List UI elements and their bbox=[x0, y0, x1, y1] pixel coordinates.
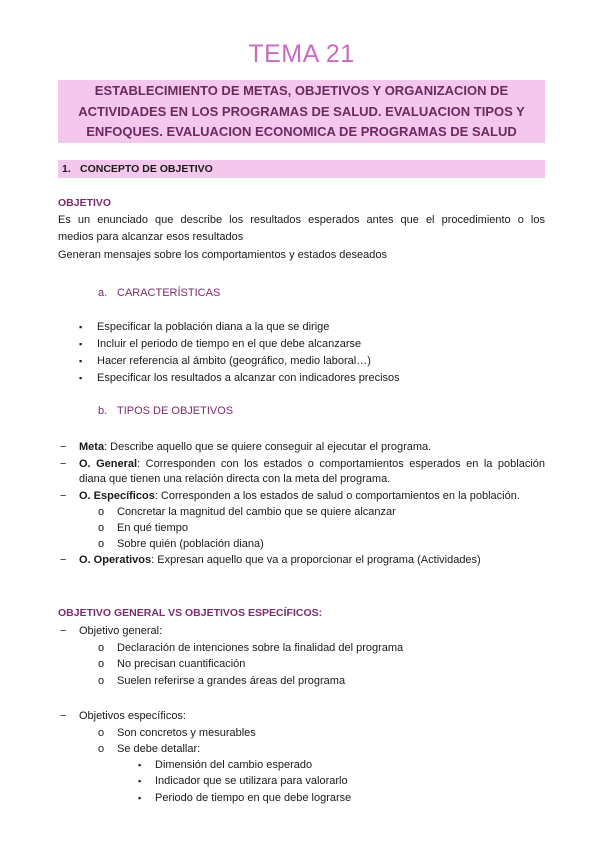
list-item: Declaración de intenciones sobre la finalidad del programa bbox=[117, 642, 404, 654]
section-title: CONCEPTO DE OBJETIVO bbox=[80, 163, 213, 175]
meta-item bbox=[79, 441, 431, 454]
circle-bullet-icon: o bbox=[98, 675, 105, 687]
objetivo-paragraph-line: Es un enunciado que describe los resultados esperados antes que el procedimiento o los bbox=[58, 214, 545, 226]
general-item-continuation: diana que tienen una relación directa con la meta del programa. bbox=[79, 473, 391, 485]
especificos-text: : Corresponden a los estados de salud o comportamientos en la población. bbox=[154, 490, 520, 502]
list-item: Suelen referirse a grandes áreas del programa bbox=[117, 675, 346, 687]
square-bullet-icon: ▪ bbox=[138, 760, 142, 770]
general-term: O. General bbox=[79, 458, 138, 470]
circle-bullet-icon: o bbox=[98, 642, 105, 654]
tipos-heading: TIPOS DE OBJETIVOS bbox=[117, 405, 234, 417]
list-item: Especificar la población diana a la que se dirige bbox=[97, 321, 330, 333]
operativos-text: : Expresan aquello que va a proporcionar el programa (Actividades) bbox=[151, 554, 481, 566]
circle-bullet-icon: o bbox=[98, 538, 105, 550]
square-bullet-icon: ▪ bbox=[138, 793, 142, 803]
list-item: Dimensión del cambio esperado bbox=[155, 759, 313, 771]
objetivo-paragraph-line: medios para alcanzar esos resultados bbox=[58, 231, 244, 243]
list-item: Incluir el periodo de tiempo en el que debe alcanzarse bbox=[97, 338, 362, 350]
list-item: Concretar la magnitud del cambio que se quiere alcanzar bbox=[117, 506, 396, 518]
list-item: Hacer referencia al ámbito (geográfico, medio laboral…) bbox=[97, 355, 371, 367]
meta-term: Meta bbox=[79, 441, 105, 453]
operativos-item bbox=[79, 554, 481, 567]
especificos-label: Objetivos específicos: bbox=[79, 710, 186, 722]
circle-bullet-icon: o bbox=[98, 743, 105, 755]
dash-bullet-icon: − bbox=[60, 458, 67, 470]
banner-line: ESTABLECIMIENTO DE METAS, OBJETIVOS Y ORGANIZACION DE bbox=[94, 83, 509, 98]
operativos-term: O. Operativos bbox=[79, 554, 152, 566]
square-bullet-icon: ▪ bbox=[138, 776, 142, 786]
circle-bullet-icon: o bbox=[98, 727, 105, 739]
square-bullet-icon: ▪ bbox=[79, 356, 83, 366]
list-item: Se debe detallar: bbox=[117, 743, 201, 755]
dash-bullet-icon: − bbox=[60, 554, 67, 566]
subsection-letter: b. bbox=[98, 405, 108, 417]
caracteristicas-heading: CARACTERÍSTICAS bbox=[117, 287, 221, 299]
square-bullet-icon: ▪ bbox=[79, 373, 83, 383]
topic-banner bbox=[58, 80, 545, 143]
list-item: Sobre quién (población diana) bbox=[117, 538, 264, 550]
dash-bullet-icon: − bbox=[60, 625, 67, 637]
especificos-term: O. Específicos bbox=[79, 490, 155, 502]
list-item: En qué tiempo bbox=[117, 522, 188, 534]
general-text: : Corresponden con los estados o comportamientos esperados en la población bbox=[137, 458, 545, 470]
circle-bullet-icon: o bbox=[98, 522, 105, 534]
objetivo-paragraph: Generan mensajes sobre los comportamientos y estados deseados bbox=[58, 249, 387, 261]
list-item: No precisan cuantificación bbox=[117, 658, 246, 670]
general-label: Objetivo general: bbox=[79, 625, 163, 637]
page-title: TEMA 21 bbox=[248, 40, 355, 68]
circle-bullet-icon: o bbox=[98, 506, 105, 518]
list-item: Indicador que se utilizara para valorarlo bbox=[155, 775, 348, 787]
list-item: Especificar los resultados a alcanzar con indicadores precisos bbox=[97, 372, 400, 384]
general-item bbox=[79, 458, 545, 471]
list-item: Periodo de tiempo en que debe lograrse bbox=[155, 792, 352, 804]
banner-line: ENFOQUES. EVALUACION ECONOMICA DE PROGRAMAS DE SALUD bbox=[86, 124, 517, 139]
section-number: 1. bbox=[62, 163, 71, 175]
vs-heading: OBJETIVO GENERAL VS OBJETIVOS ESPECÍFICOS: bbox=[58, 607, 323, 619]
meta-text: : Describe aquello que se quiere conseguir al ejecutar el programa. bbox=[104, 441, 432, 453]
subsection-letter: a. bbox=[98, 287, 108, 299]
dash-bullet-icon: − bbox=[60, 490, 67, 502]
circle-bullet-icon: o bbox=[98, 658, 105, 670]
section-heading-bar bbox=[58, 160, 545, 178]
list-item: Son concretos y mesurables bbox=[117, 727, 256, 739]
square-bullet-icon: ▪ bbox=[79, 339, 83, 349]
especificos-item bbox=[79, 490, 520, 503]
banner-line: ACTIVIDADES EN LOS PROGRAMAS DE SALUD. EVALUACION TIPOS Y bbox=[78, 103, 525, 119]
dash-bullet-icon: − bbox=[60, 441, 67, 453]
square-bullet-icon: ▪ bbox=[79, 322, 83, 332]
objetivo-heading: OBJETIVO bbox=[58, 197, 112, 209]
dash-bullet-icon: − bbox=[60, 710, 67, 722]
